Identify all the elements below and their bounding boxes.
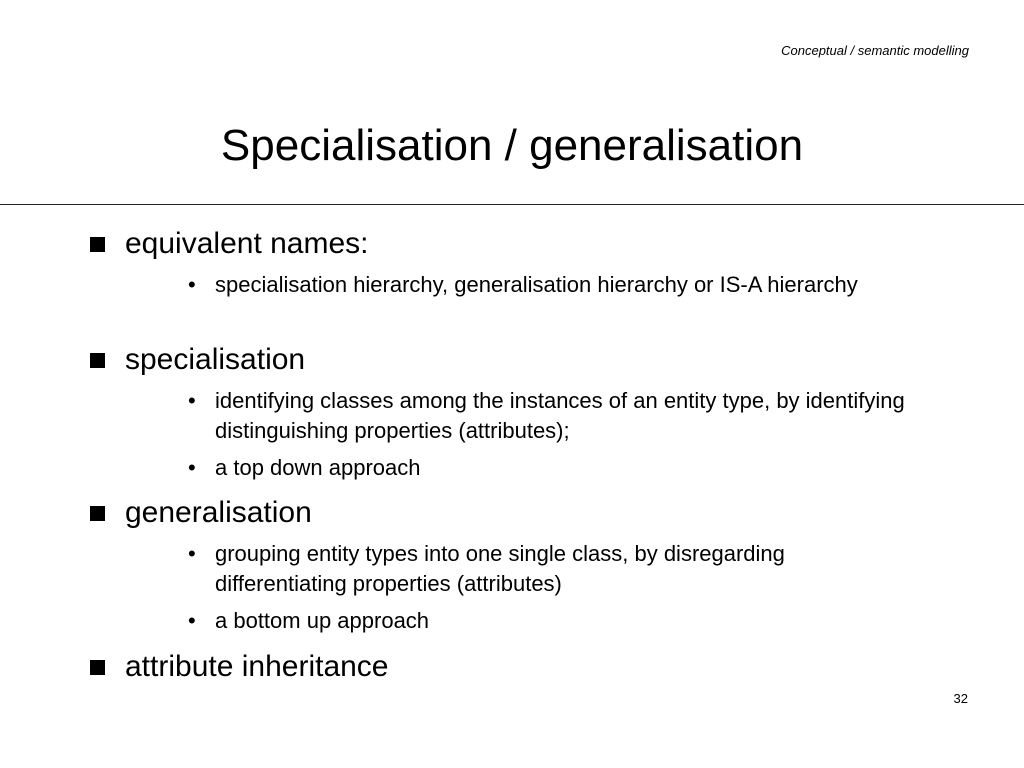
list-item-text: a top down approach — [215, 455, 421, 480]
section-equivalent-names — [90, 226, 369, 262]
list-item — [188, 453, 908, 483]
section-specialisation — [90, 342, 305, 378]
list-item-text: a bottom up approach — [215, 608, 430, 633]
list-item — [188, 386, 908, 446]
section-heading: generalisation — [125, 496, 312, 529]
list-item — [188, 270, 908, 300]
slide-title: Specialisation / generalisation — [220, 121, 804, 170]
dot-bullet-icon: • — [188, 608, 196, 633]
list-item-text: identifying classes among the instances of an entity type, by identifying distinguishing properties (attributes); — [215, 388, 905, 443]
section-attribute-inheritance — [90, 649, 389, 685]
square-bullet-icon — [90, 353, 105, 368]
header-note: Conceptual / semantic modelling — [781, 43, 969, 58]
section-heading: attribute inheritance — [125, 650, 389, 683]
title-divider — [0, 204, 1024, 205]
list-item-text: specialisation hierarchy, generalisation hierarchy or IS-A hierarchy — [215, 272, 858, 297]
list-item — [188, 606, 908, 636]
dot-bullet-icon: • — [188, 272, 196, 297]
dot-bullet-icon: • — [188, 541, 196, 566]
square-bullet-icon — [90, 660, 105, 675]
square-bullet-icon — [90, 506, 105, 521]
square-bullet-icon — [90, 237, 105, 252]
section-generalisation — [90, 495, 312, 531]
dot-bullet-icon: • — [188, 388, 196, 413]
page-number: 32 — [953, 691, 968, 706]
dot-bullet-icon: • — [188, 455, 196, 480]
list-item-text: grouping entity types into one single class, by disregarding differentiating properties (attributes) — [215, 541, 785, 596]
section-heading: equivalent names: — [125, 227, 369, 260]
list-item — [188, 539, 908, 599]
section-heading: specialisation — [125, 343, 306, 376]
